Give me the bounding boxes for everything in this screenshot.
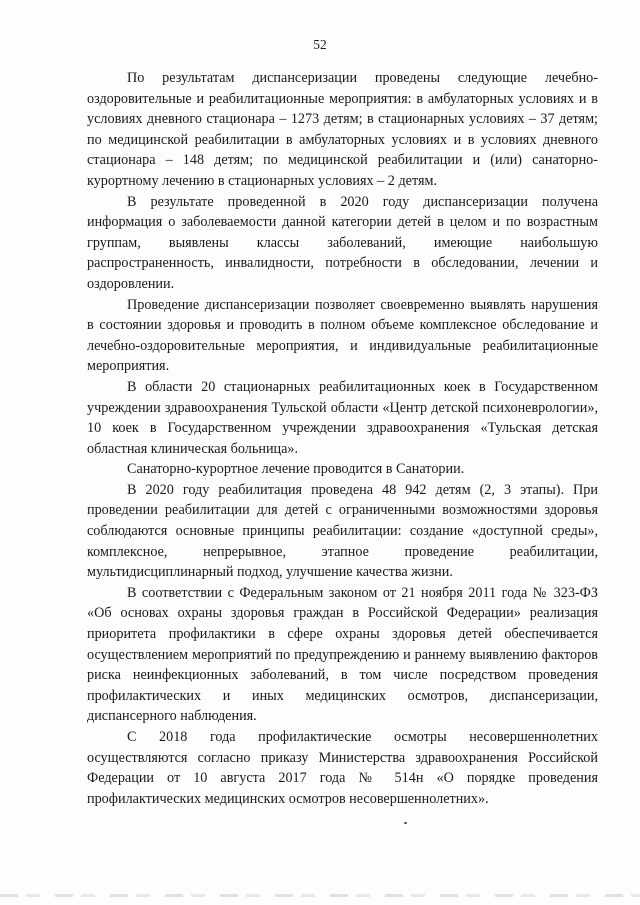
text-body (87, 68, 598, 809)
paragraph-rehabilitation-beds: В области 20 стационарных реабилитационных коек в Государственном учреждении здравоохранения Тульской области «Центр детской психоневрологии», 10 коек в Государственном учреждении здравоохранения «Тульская детская областная клиническая больница». (87, 378, 598, 457)
paragraph-sanatorium: Санаторно-курортное лечение проводится в Санатории. (127, 461, 465, 478)
paragraph-rehabilitation-results: По результатам диспансеризации проведены следующие лечебно-оздоровительные и реабилитационные мероприятия: в амбулаторных условиях и в условиях дневного стационара – 1273 детям; в стационарных условиях – 37 детям; по медицинской реабилитации в амбулаторных условиях и в условиях дневного стационара – 148 детям; по медицинской реабилитации и (или) санаторно-курортному лечению в стационарных условиях – 2 детям. (87, 70, 598, 189)
paragraph-morbidity-information: В результате проведенной в 2020 году диспансеризации получена информация о заболеваемости данной категории детей в целом и по возрастным группам, выявлены классы заболеваний, имеющие наибольшую распространенность, инвалидности, потребности в обследовании, лечении и оздоровлении. (87, 193, 598, 292)
paragraph-timely-detection: Проведение диспансеризации позволяет своевременно выявлять нарушения в состоянии здоровья и проводить в полном объеме комплексное обследование и лечебно-оздоровительные мероприятия, и индивидуальные реабилитационные мероприятия. (87, 296, 598, 375)
paragraph-rehabilitation-2020: В 2020 году реабилитация проведена 48 942 детям (2, 3 этапы). При проведении реабилитации для детей с ограниченными возможностями здоровья соблюдаются основные принципы реабилитации: создание «доступной среды», комплексное, непрерывное, этапное проведение реабилитации, мультидисциплинарный подход, улучшение качества жизни. (87, 481, 598, 581)
scan-speck (404, 822, 407, 824)
scan-edge-artifact (0, 894, 640, 897)
paragraph-federal-law: В соответствии с Федеральным законом от 21 ноября 2011 года № 323-ФЗ «Об основах охраны здоровья граждан в Российской Федерации» реализация приоритета профилактики в сфере охраны здоровья детей обеспечивается осуществлением мероприятий по предупреждению и раннему выявлению факторов риска неинфекционных заболеваний, в том числе посредством проведения профилактических и иных медицинских осмотров, диспансеризации, диспансерного наблюдения. (87, 584, 598, 725)
page-number: 52 (313, 37, 327, 52)
paragraph-preventive-exams: С 2018 года профилактические осмотры несовершеннолетних осуществляются согласно приказу Министерства здравоохранения Российской Федерации от 10 августа 2017 года № 514н «О порядке проведения профилактических медицинских осмотров несовершеннолетних». (87, 729, 598, 807)
